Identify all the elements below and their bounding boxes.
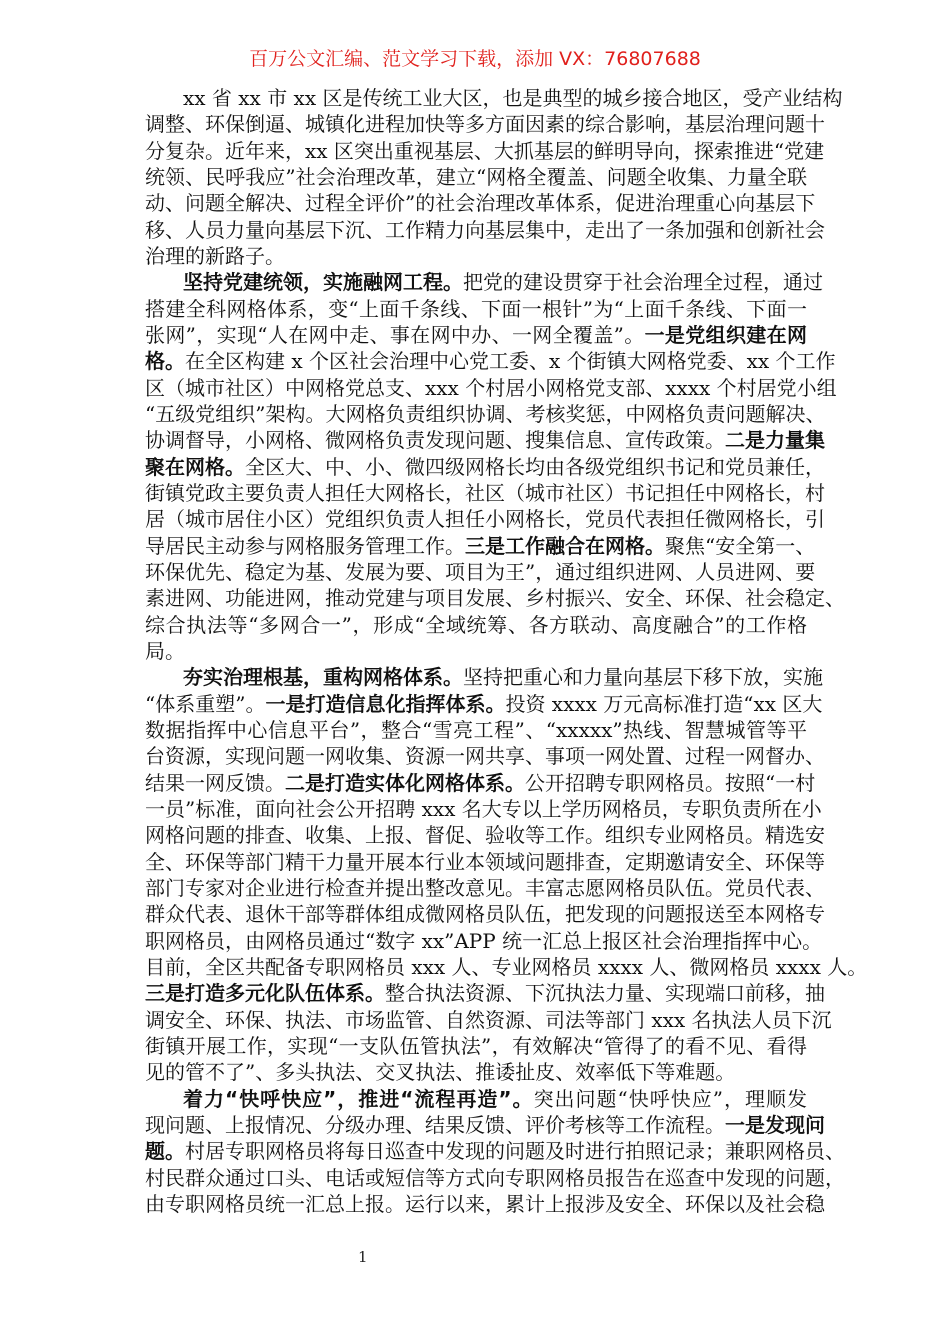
paragraph-3-line [145, 770, 816, 796]
paragraph-2-line [145, 559, 816, 585]
body-text: 一员”标准，面向社会公开招聘 xxx 名大专以上学历网格员，专职负责所在小 [145, 796, 822, 821]
bold-heading-text: 一是打造信息化指挥体系。 [265, 691, 506, 716]
paragraph-1-line [145, 111, 825, 137]
body-text: 街镇党政主要负责人担任大网格长，社区（城市社区）书记担任中网格长，村 [145, 480, 825, 505]
paragraph-2-line [145, 401, 826, 427]
body-text: 由专职网格员统一汇总上报。运行以来，累计上报涉及安全、环保以及社会稳 [145, 1191, 825, 1216]
paragraph-3-line [145, 1033, 807, 1059]
body-text: 职网格员，由网格员通过“数字 xx”APP 统一汇总上报区社会治理指挥中心。 [145, 928, 823, 953]
bold-heading-text: 着力“快呼快应”，推进“流程再造”。 [183, 1086, 534, 1111]
paragraph-3-line [145, 901, 825, 927]
body-text: 统领、民呼我应”社会治理改革，建立“网格全覆盖、问题全收集、力量全联 [145, 164, 807, 189]
paragraph-1-line [145, 243, 807, 269]
bold-heading-text: 聚在网格。 [145, 454, 245, 479]
paragraph-2-line [145, 427, 825, 453]
body-text: 导居民主动参与网格服务管理工作。 [145, 533, 465, 558]
body-text: 居（城市居住小区）党组织负责人担任小网格长，党员代表担任微网格长，引 [145, 507, 825, 532]
page-number: 1 [358, 1248, 368, 1266]
body-text: 综合执法等“多网合一”，形成“全域统筹、各方联动、高度融合”的工作格 [145, 612, 807, 637]
paragraph-3-line [145, 980, 825, 1006]
bold-heading-text: 三是打造多元化队伍体系。 [145, 981, 385, 1006]
paragraph-3-line [145, 717, 807, 743]
paragraph-3-line [145, 691, 823, 717]
paragraph-4-line [145, 1112, 825, 1138]
paragraph-3-line [145, 928, 823, 954]
body-text: 网格问题的排查、收集、上报、督促、验收等工作。组织专业网格员。精选安 [145, 823, 825, 848]
paragraph-1-line [145, 190, 816, 216]
paragraph-3-line [145, 822, 825, 848]
body-text: 坚持把重心和力量向基层下移下放，实施 [463, 665, 823, 690]
body-text: 突出问题“快呼快应”，理顺发 [533, 1086, 807, 1111]
paragraph-2-line [145, 348, 836, 374]
bold-heading-text: 题。 [145, 1139, 185, 1164]
paragraph-2-line [145, 585, 845, 611]
paragraph-3-line [145, 954, 868, 980]
body-text: 移、人员力量向基层下沉、工作精力向基层集中，走出了一条加强和创新社会 [145, 217, 825, 242]
body-text: 全、环保等部门精干力量开展本行业本领域问题排查，定期邀请安全、环保等 [145, 849, 825, 874]
body-text: 在全区构建 x 个区社会治理中心党工委、x 个街镇大网格党委、xx 个工作 [185, 349, 836, 374]
body-text: 把党的建设贯穿于社会治理全过程，通过 [463, 270, 823, 295]
paragraph-2-line [145, 454, 825, 480]
bold-heading-text: 夯实治理根基，重构网格体系。 [183, 665, 463, 690]
body-text: 治理的新路子。 [145, 243, 285, 268]
bold-heading-text: 一是发现问 [725, 1112, 825, 1137]
body-text: 村居专职网格员将每日巡查中发现的问题及时进行拍照记录；兼职网格员、 [185, 1139, 845, 1164]
paragraph-2-line [145, 638, 807, 664]
body-text: 部门专家对企业进行检查并提出整改意见。丰富志愿网格员队伍。党员代表、 [145, 875, 825, 900]
bold-heading-text: 二是打造实体化网格体系。 [285, 770, 525, 795]
bold-heading-text: 坚持党建统领，实施融网工程。 [183, 270, 463, 295]
body-text: 台资源，实现问题一网收集、资源一网共享、事项一网处置、过程一网督办、 [145, 744, 825, 769]
paragraph-2-line [145, 533, 816, 559]
paragraph-2-line [145, 480, 825, 506]
body-text: 目前，全区共配备专职网格员 xxx 人、专业网格员 xxxx 人、微网格员 xxxx 人。 [145, 954, 868, 979]
body-text: 街镇开展工作，实现“一支队伍管执法”，有效解决“管得了的看不见、看得 [145, 1033, 807, 1058]
paragraph-2-line [145, 322, 807, 348]
paragraph-3-line [145, 875, 825, 901]
body-text: 环保优先、稳定为基、发展为要、项目为王”，通过组织进网、人员进网、要 [145, 559, 816, 584]
body-text: 分复杂。近年来，xx 区突出重视基层、大抓基层的鲜明导向，探索推进“党建 [145, 138, 825, 163]
body-text: 现问题、上报情况、分级办理、结果反馈、评价考核等工作流程。 [145, 1112, 725, 1137]
paragraph-3-line [145, 849, 825, 875]
body-text: 见的管不了”、多头执法、交叉执法、推诿扯皮、效率低下等难题。 [145, 1060, 736, 1085]
paragraph-4-line [145, 1138, 845, 1164]
body-text: 协调督导，小网格、微网格负责发现问题、搜集信息、宣传政策。 [145, 428, 725, 453]
body-text: 调安全、环保、执法、市场监管、自然资源、司法等部门 xxx 名执法人员下沉 [145, 1007, 832, 1032]
paragraph-3-line [145, 796, 822, 822]
paragraph-2-line [145, 612, 807, 638]
body-text: 整合执法资源、下沉执法力量、实现端口前移，抽 [385, 981, 825, 1006]
body-text: 公开招聘专职网格员。按照“一村 [525, 770, 816, 795]
paragraph-1-line [145, 85, 843, 111]
body-text: 调整、环保倒逼、城镇化进程加快等多方面因素的综合影响，基层治理问题十 [145, 112, 825, 137]
body-text: “体系重塑”。 [145, 691, 266, 716]
paragraph-3-line [145, 1059, 807, 1085]
body-text: 数据指挥中心信息平台”，整合“雪亮工程”、“xxxxx”热线、智慧城管等平 [145, 717, 807, 742]
body-text: 张网”，实现“人在网中走、事在网中办、一网全覆盖”。 [145, 322, 645, 347]
bold-heading-text: 三是工作融合在网格。 [465, 533, 665, 558]
body-text: 动、问题全解决、过程全评价”的社会治理改革体系，促进治理重心向基层下 [145, 191, 816, 216]
body-text: 结果一网反馈。 [145, 770, 285, 795]
paragraph-2-line [145, 375, 837, 401]
body-text: xx 省 xx 市 xx 区是传统工业大区，也是典型的城乡接合地区，受产业结构 [183, 86, 843, 110]
paragraph-4-line [145, 1086, 807, 1112]
paragraph-4-line [145, 1165, 845, 1191]
body-text: 全区大、中、小、微四级网格长均由各级党组织书记和党员兼任， [245, 454, 825, 479]
body-text: 搭建全科网格体系，变“上面千条线、下面一根针”为“上面千条线、下面一 [145, 296, 807, 321]
paragraph-4-line [145, 1191, 825, 1217]
paragraph-1-line [145, 164, 807, 190]
paragraph-1-line [145, 217, 825, 243]
paragraph-2-line [145, 506, 825, 532]
bold-heading-text: 二是力量集 [725, 428, 825, 453]
paragraph-3-line [145, 1007, 832, 1033]
body-text: “五级党组织”架构。大网格负责组织协调、考核奖惩，中网格负责问题解决、 [145, 401, 826, 426]
body-text: 投资 xxxx 万元高标准打造“xx 区大 [505, 691, 823, 716]
body-text: 聚焦“安全第一、 [665, 533, 816, 558]
body-text: 局。 [145, 638, 185, 663]
bold-heading-text: 一是党组织建在网 [644, 322, 807, 347]
watermark-header: 百万公文汇编、范文学习下载，添加 VX：76807688 [249, 48, 701, 70]
body-text: 村民群众通过口头、电话或短信等方式向专职网格员报告在巡查中发现的问题， [145, 1165, 845, 1190]
paragraph-2-line [145, 269, 823, 295]
paragraph-2-line [145, 296, 807, 322]
body-text: 群众代表、退休干部等群体组成微网格员队伍，把发现的问题报送至本网格专 [145, 902, 825, 927]
paragraph-1-line [145, 138, 825, 164]
paragraph-3-line [145, 743, 825, 769]
body-text: 区（城市社区）中网格党总支、xxx 个村居小网格党支部、xxxx 个村居党小组 [145, 375, 837, 400]
bold-heading-text: 格。 [145, 349, 185, 374]
body-text: 素进网、功能进网，推动党建与项目发展、乡村振兴、安全、环保、社会稳定、 [145, 586, 845, 611]
paragraph-3-line [145, 664, 823, 690]
